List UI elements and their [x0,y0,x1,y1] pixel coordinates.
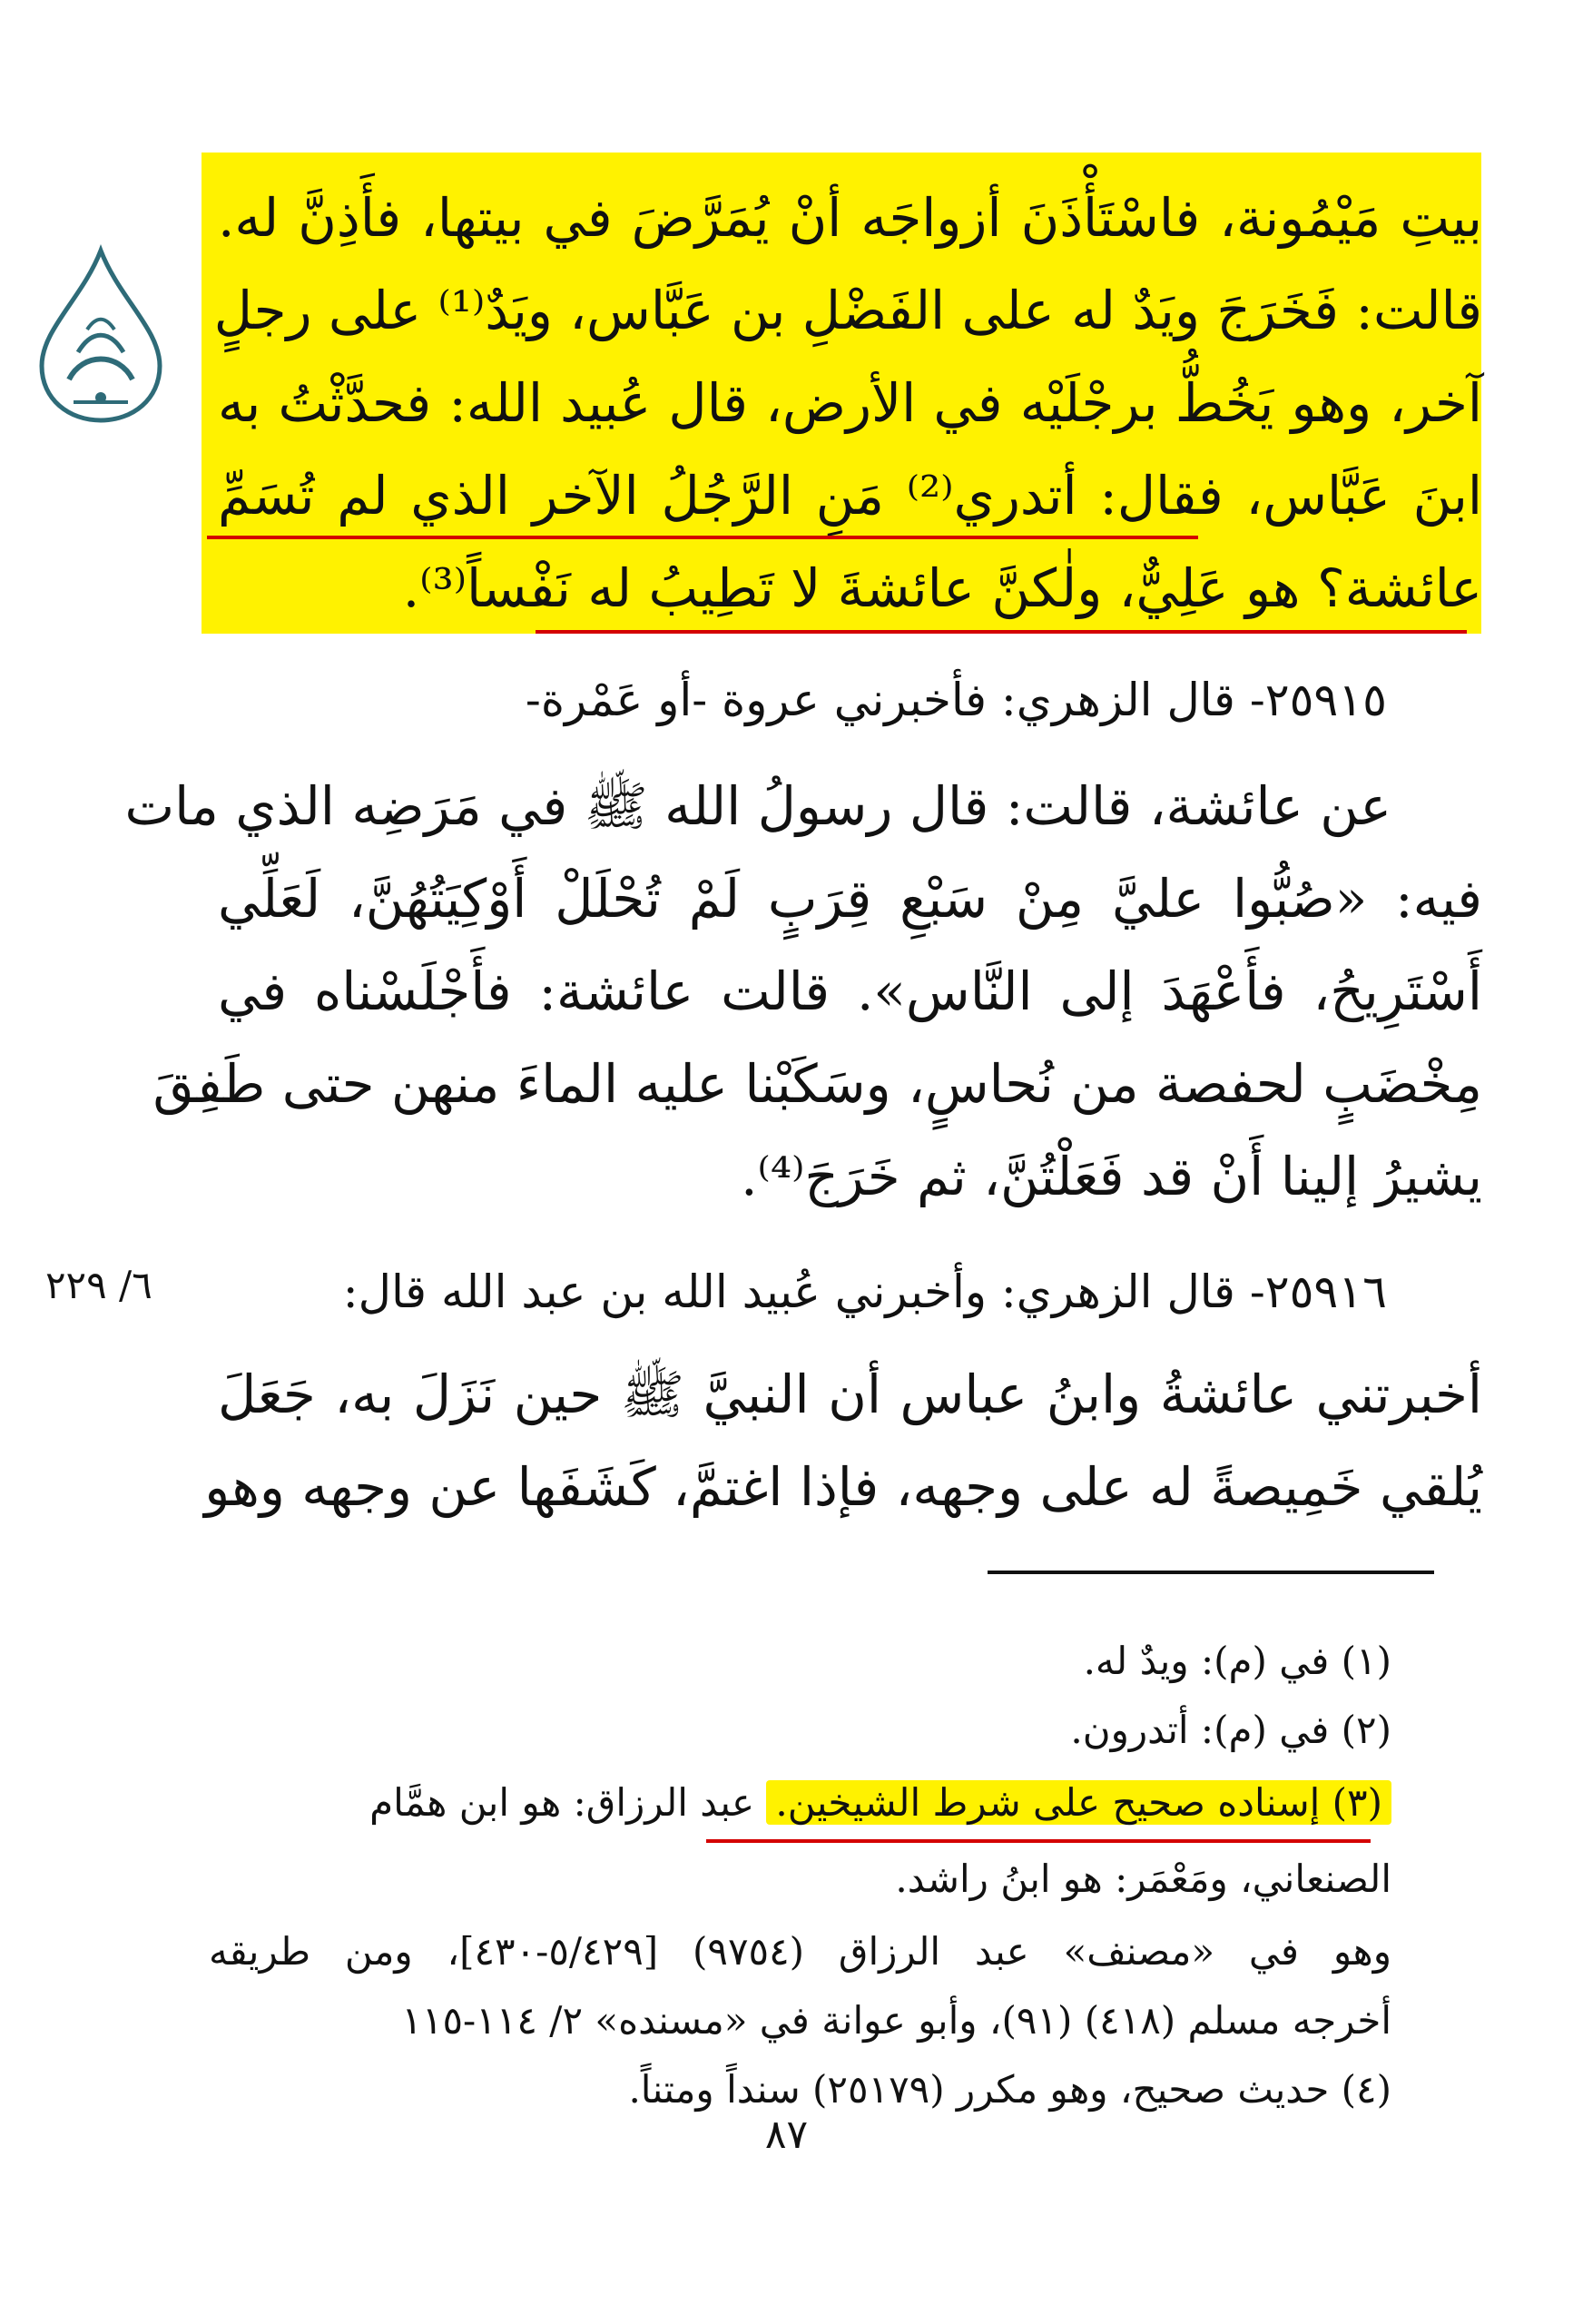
intro-line-1: بيتِ مَيْمُونة، فاسْتَأْذَنَ أزواجَه أنْ يُمَرَّضَ في بيتها، فأَذِنَّ له. [218,187,1482,249]
margin-volume-page-ref: ٦/ ٢٢٩ [45,1263,152,1307]
red-underline-footnote [706,1839,1371,1843]
footnote-3-rest: عبد الرزاق: هو ابن همَّام [369,1780,767,1825]
footnote-3-line-1 [209,1776,1391,1830]
hadith-25916-heading: ٢٥٩١٦- قال الزهري: وأخبرني عُبيد الله بن عبد الله قال: [342,1265,1387,1318]
hadith-25915-line-2: فيه: «صُبُّوا عليَّ مِنْ سَبْعِ قِرَبٍ لَمْ تُحْلَلْ أَوْكِيَتُهُنَّ، لَعَلِّي [218,868,1482,930]
hadith-25915-line-3: أَسْتَرِيحُ، فأَعْهَدَ إلى النَّاس». قالت عائشة: فأَجْلَسْناه في [218,960,1482,1022]
intro-line-3: آخر، وهو يَخُطُّ برجْلَيْه في الأرض، قال عُبيد الله: فحدَّثْتُ به [218,372,1482,434]
footnote-3-line-3: وهو في «مصنف» عبد الرزاق (٩٧٥٤) [٥/٤٢٩-٤٣٠]، ومن طريقه [209,1929,1391,1974]
footnote-3-highlight: (٣) إسناده صحيح على شرط الشيخين. [766,1780,1391,1825]
hadith-25915-heading: ٢٥٩١٥- قال الزهري: فأخبرني عروة -أو عَمْرة- [525,674,1387,726]
calligraphic-drop-logo-icon [33,243,169,425]
red-underline-2 [536,630,1467,634]
intro-line-2: قالت: فَخَرَجَ ويَدٌ له على الفَضْلِ بن عَبَّاس، ويَدٌ⁽¹⁾ على رجلٍ [213,280,1482,341]
footnote-separator [988,1571,1434,1574]
intro-line-5: عائشة؟ هو عَلِيٌّ، ولٰكنَّ عائشةَ لا تَطِيبُ له نَفْساً⁽³⁾. [402,557,1482,619]
intro-line-4: ابنَ عَبَّاس، فقال: أتدري⁽²⁾ مَنِ الرَّجُلُ الآخر الذي لم تُسَمِّ [218,465,1482,527]
footnote-2: (٢) في (م): أتدرون. [1070,1708,1391,1752]
hadith-25916-line-2: يُلقي خَمِيصةً له على وجهه، فإذا اغتمَّ، كَشَفَها عن وجهه وهو [204,1456,1482,1518]
footnote-3-line-2: الصنعاني، ومَعْمَر: هو ابنُ راشد. [895,1856,1391,1901]
hadith-25916-line-1: أخبرتني عائشةُ وابنُ عباس أن النبيَّ ﷺ حين نَزَلَ به، جَعَلَ [218,1364,1482,1425]
footnote-1: (١) في (م): ويدٌ له. [1083,1639,1391,1683]
footnote-4: (٤) حديث صحيح، وهو مكرر (٢٥١٧٩) سنداً ومتناً. [628,2067,1391,2112]
hadith-25915-line-4: مِخْضَبٍ لحفصة من نُحاسٍ، وسَكَبْنا عليه الماءَ منهن حتى طَفِقَ [152,1053,1482,1115]
page-number: ٨٧ [764,2112,809,2158]
footnote-3-line-4: أخرجه مسلم (٤١٨) (٩١)، وأبو عوانة في «مسنده» ٢/ ١١٤-١١٥ [401,1998,1391,2043]
red-underline-1 [207,536,1198,539]
hadith-25915-line-5: يشيرُ إلينا أَنْ قد فَعَلْتُنَّ، ثم خَرَجَ⁽⁴⁾. [741,1146,1482,1207]
hadith-25915-line-1: عن عائشة، قالت: قال رسولُ الله ﷺ في مَرَضِه الذي مات [124,775,1391,837]
